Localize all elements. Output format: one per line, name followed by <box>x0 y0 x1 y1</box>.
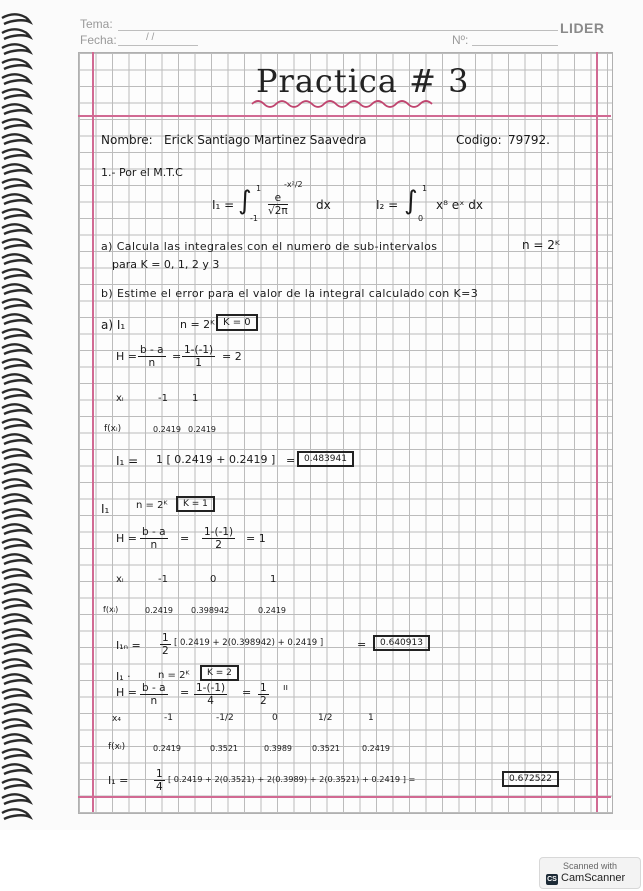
codigo-label: Codigo: <box>456 133 502 147</box>
k1-factor <box>160 632 171 657</box>
k1-result-box: 0.640913 <box>373 635 430 651</box>
k1-xi-2: 1 <box>270 574 277 585</box>
k0-h2-num: 1-(-1) <box>184 344 214 356</box>
k1-sum-lhs: I₁ₙ = <box>116 639 141 652</box>
title-underline <box>250 98 440 110</box>
spiral-coil <box>2 644 30 654</box>
k1-h-num: b - a <box>142 526 166 538</box>
k1-fx-label: f(xᵢ) <box>103 605 119 614</box>
k2-factor-den: 4 <box>156 781 163 793</box>
k1-h-den: n <box>150 539 158 551</box>
k1-h2-fraction <box>202 526 235 551</box>
k0-fx-0: 0.2419 <box>153 425 181 434</box>
i1-lhs: I₁ = <box>212 198 235 212</box>
spiral-coil <box>2 254 30 264</box>
k2-xi-1: -1/2 <box>216 713 234 723</box>
tema-line <box>118 30 558 31</box>
k1-label: I₁ <box>101 502 110 516</box>
k2-n: n = 2ᴷ <box>158 670 190 681</box>
problem-item: 1.- Por el M.T.C <box>101 166 183 179</box>
spiral-coil <box>2 524 30 534</box>
k0-h2-fraction <box>182 344 215 369</box>
bottom-margin-line <box>78 796 611 798</box>
k2-label: I₁ · <box>116 670 131 683</box>
fecha-line <box>118 45 198 46</box>
k1-fx-2: 0.2419 <box>258 606 286 615</box>
spiral-coil <box>2 749 30 759</box>
k2-fx-2: 0.3989 <box>264 744 292 753</box>
part-a-k-values: para K = 0, 1, 2 y 3 <box>112 258 220 271</box>
i1-dx: dx <box>316 198 331 212</box>
spiral-coil <box>2 764 30 774</box>
k2-h-lhs: H = <box>116 686 137 699</box>
spiral-coil <box>2 419 30 429</box>
spiral-coil <box>2 389 30 399</box>
k1-factor-den: 2 <box>162 645 169 657</box>
spiral-coil <box>2 239 30 249</box>
spiral-coil <box>2 584 30 594</box>
spiral-coil <box>2 659 30 669</box>
camscanner-watermark <box>539 857 641 889</box>
i1-numerator: e <box>268 192 288 205</box>
k0-eq: = <box>172 350 182 363</box>
spiral-coil <box>2 629 30 639</box>
k0-sum-lhs: I₁ = <box>116 454 139 468</box>
k0-h-result: = 2 <box>222 350 242 363</box>
spiral-coil <box>2 779 30 789</box>
spiral-coil <box>2 509 30 519</box>
spiral-coil <box>2 164 30 174</box>
k2-h-num: b - a <box>142 682 166 694</box>
spiral-coil <box>2 179 30 189</box>
k2-eq: = <box>180 686 190 699</box>
spiral-coil <box>2 314 30 324</box>
k0-h-den: n <box>148 357 156 369</box>
spiral-binding <box>0 10 34 825</box>
student-name: Erick Santiago Martinez Saavedra <box>164 133 367 147</box>
k2-h-res-den: 2 <box>260 695 267 707</box>
k0-n: n = 2ᴷ <box>180 318 215 331</box>
k2-xi-label: x₄ <box>112 714 121 724</box>
k2-fx-label: f(xᵢ) <box>108 742 126 752</box>
spiral-coil <box>2 434 30 444</box>
spiral-coil <box>2 404 30 414</box>
k2-h-res-eq: = <box>242 686 252 699</box>
right-margin-line <box>596 52 598 812</box>
part-b-text: b) Estime el error para el valor de la integral calculado con K=3 <box>101 287 479 300</box>
fecha-slashes: / / <box>146 32 155 43</box>
left-margin-line <box>92 52 94 812</box>
spiral-coil <box>2 494 30 504</box>
k1-fx-0: 0.2419 <box>145 606 173 615</box>
k0-sum-expr: 1 [ 0.2419 + 0.2419 ] <box>156 453 276 466</box>
i2-lower-limit: 0 <box>418 214 424 223</box>
spiral-coil <box>2 194 30 204</box>
spiral-coil <box>2 119 30 129</box>
k0-h2-den: 1 <box>195 357 202 369</box>
spiral-coil <box>2 344 30 354</box>
spiral-coil <box>2 209 30 219</box>
k2-h-res-fraction <box>258 682 269 707</box>
integral-sign-2: ∫ <box>404 186 418 216</box>
k1-xi-label: xᵢ <box>116 574 124 585</box>
spiral-coil <box>2 704 30 714</box>
k1-h2-num: 1-(-1) <box>204 526 234 538</box>
spiral-coil <box>2 284 30 294</box>
spiral-coil <box>2 74 30 84</box>
top-margin-line <box>78 115 611 117</box>
spiral-coil <box>2 224 30 234</box>
k2-xi-0: -1 <box>164 713 173 723</box>
spiral-coil <box>2 674 30 684</box>
camscanner-icon: CS <box>547 876 557 883</box>
spiral-coil <box>2 134 30 144</box>
scanner-line2: CamScanner <box>561 872 626 884</box>
k2-h2-fraction <box>194 682 227 707</box>
spiral-coil <box>2 14 30 24</box>
spiral-coil <box>2 479 30 489</box>
spiral-coil <box>2 359 30 369</box>
spiral-coil <box>2 329 30 339</box>
k2-fx-1: 0.3521 <box>210 744 238 753</box>
k1-xi-0: -1 <box>158 574 168 585</box>
k1-factor-num: 1 <box>162 632 169 644</box>
spiral-coil <box>2 809 30 819</box>
nombre-label: Nombre: <box>101 133 153 147</box>
i1-lower-limit: -1 <box>250 214 258 223</box>
no-label: Nº: <box>452 33 469 47</box>
k2-sum-expr: [ 0.2419 + 2(0.3521) + 2(0.3989) + 2(0.3521) + 0.2419 ] = <box>168 774 416 784</box>
page-title: Practica # 3 <box>256 62 470 100</box>
i2-integrand: x⁸ eˣ dx <box>436 198 483 212</box>
k2-result-box: 0.672522 <box>502 771 559 787</box>
fecha-label: Fecha: <box>80 33 117 47</box>
spiral-coil <box>2 464 30 474</box>
part-a-text: a) Calcula las integrales con el numero de sub-intervalos <box>101 240 438 253</box>
k2-h2-den: 4 <box>207 695 214 707</box>
k1-h2-den: 2 <box>215 539 222 551</box>
spiral-coil <box>2 689 30 699</box>
k1-fx-1: 0.398942 <box>191 606 230 615</box>
k1-h-fraction <box>140 526 168 551</box>
no-line <box>472 45 558 46</box>
k2-h2-num: 1-(-1) <box>196 682 226 694</box>
i1-denominator: √2π <box>268 205 288 217</box>
spiral-coil <box>2 44 30 54</box>
k1-box: K = 1 <box>176 496 215 512</box>
k2-tick-mark: ıı <box>283 683 289 693</box>
k0-sum-eq: = <box>286 454 296 467</box>
spiral-coil <box>2 449 30 459</box>
spiral-coil <box>2 89 30 99</box>
k0-xi-1: 1 <box>192 393 199 404</box>
spiral-coil <box>2 374 30 384</box>
k2-h-fraction <box>140 682 168 707</box>
spiral-coil <box>2 269 30 279</box>
k0-result-box: 0.483941 <box>297 451 354 467</box>
part-a-n: n = 2ᴷ <box>522 238 560 252</box>
i1-exponent: -x²/2 <box>284 180 303 189</box>
tema-label: Tema: <box>80 17 113 31</box>
brand-logo: LIDER <box>560 20 605 36</box>
spiral-coil <box>2 539 30 549</box>
spiral-coil <box>2 554 30 564</box>
i1-integrand <box>268 192 288 217</box>
k2-xi-3: 1/2 <box>318 713 333 723</box>
spiral-coil <box>2 29 30 39</box>
spiral-coil <box>2 149 30 159</box>
i2-lhs: I₂ = <box>376 198 399 212</box>
k2-h-den: n <box>150 695 158 707</box>
k2-sum-lhs: I₁ = <box>108 774 129 787</box>
k2-h-res-num: 1 <box>260 682 267 694</box>
k0-xi-0: -1 <box>158 393 168 404</box>
k1-h-result: = 1 <box>246 532 266 545</box>
k2-fx-4: 0.2419 <box>362 744 390 753</box>
spiral-coil <box>2 719 30 729</box>
k2-factor-num: 1 <box>156 768 163 780</box>
k1-eq: = <box>180 532 190 545</box>
k1-sum-expr: [ 0.2419 + 2(0.398942) + 0.2419 ] <box>174 638 324 648</box>
k2-xi-4: 1 <box>368 713 374 723</box>
integral-sign-1: ∫ <box>238 186 252 216</box>
student-code: 79792. <box>508 133 550 147</box>
spiral-coil <box>2 734 30 744</box>
spiral-coil <box>2 614 30 624</box>
k1-xi-1: 0 <box>210 574 217 585</box>
i2-upper-limit: 1 <box>422 184 428 193</box>
spiral-coil <box>2 299 30 309</box>
spiral-coil <box>2 569 30 579</box>
k0-box: K = 0 <box>216 314 258 331</box>
k2-factor <box>154 768 165 793</box>
k2-fx-0: 0.2419 <box>153 744 181 753</box>
scanner-line1: Scanned with <box>562 861 618 871</box>
spiral-coil <box>2 794 30 804</box>
k0-h-lhs: H = <box>116 350 137 363</box>
spiral-coil <box>2 599 30 609</box>
k0-xi-label: xᵢ <box>116 393 124 404</box>
k0-h-num: b - a <box>140 344 164 356</box>
k2-box: K = 2 <box>200 665 239 681</box>
k0-h-fraction <box>138 344 166 369</box>
k2-xi-2: 0 <box>272 713 278 723</box>
k1-sum-eq: = <box>357 638 367 651</box>
k1-h-lhs: H = <box>116 532 137 545</box>
k0-fx-1: 0.2419 <box>188 425 216 434</box>
k1-n: n = 2ᴷ <box>136 500 168 511</box>
k0-fx-label: f(xᵢ) <box>104 424 122 434</box>
spiral-coil <box>2 104 30 114</box>
k0-label: a) I₁ <box>101 318 126 332</box>
i1-upper-limit: 1 <box>256 184 262 193</box>
spiral-coil <box>2 59 30 69</box>
k2-fx-3: 0.3521 <box>312 744 340 753</box>
